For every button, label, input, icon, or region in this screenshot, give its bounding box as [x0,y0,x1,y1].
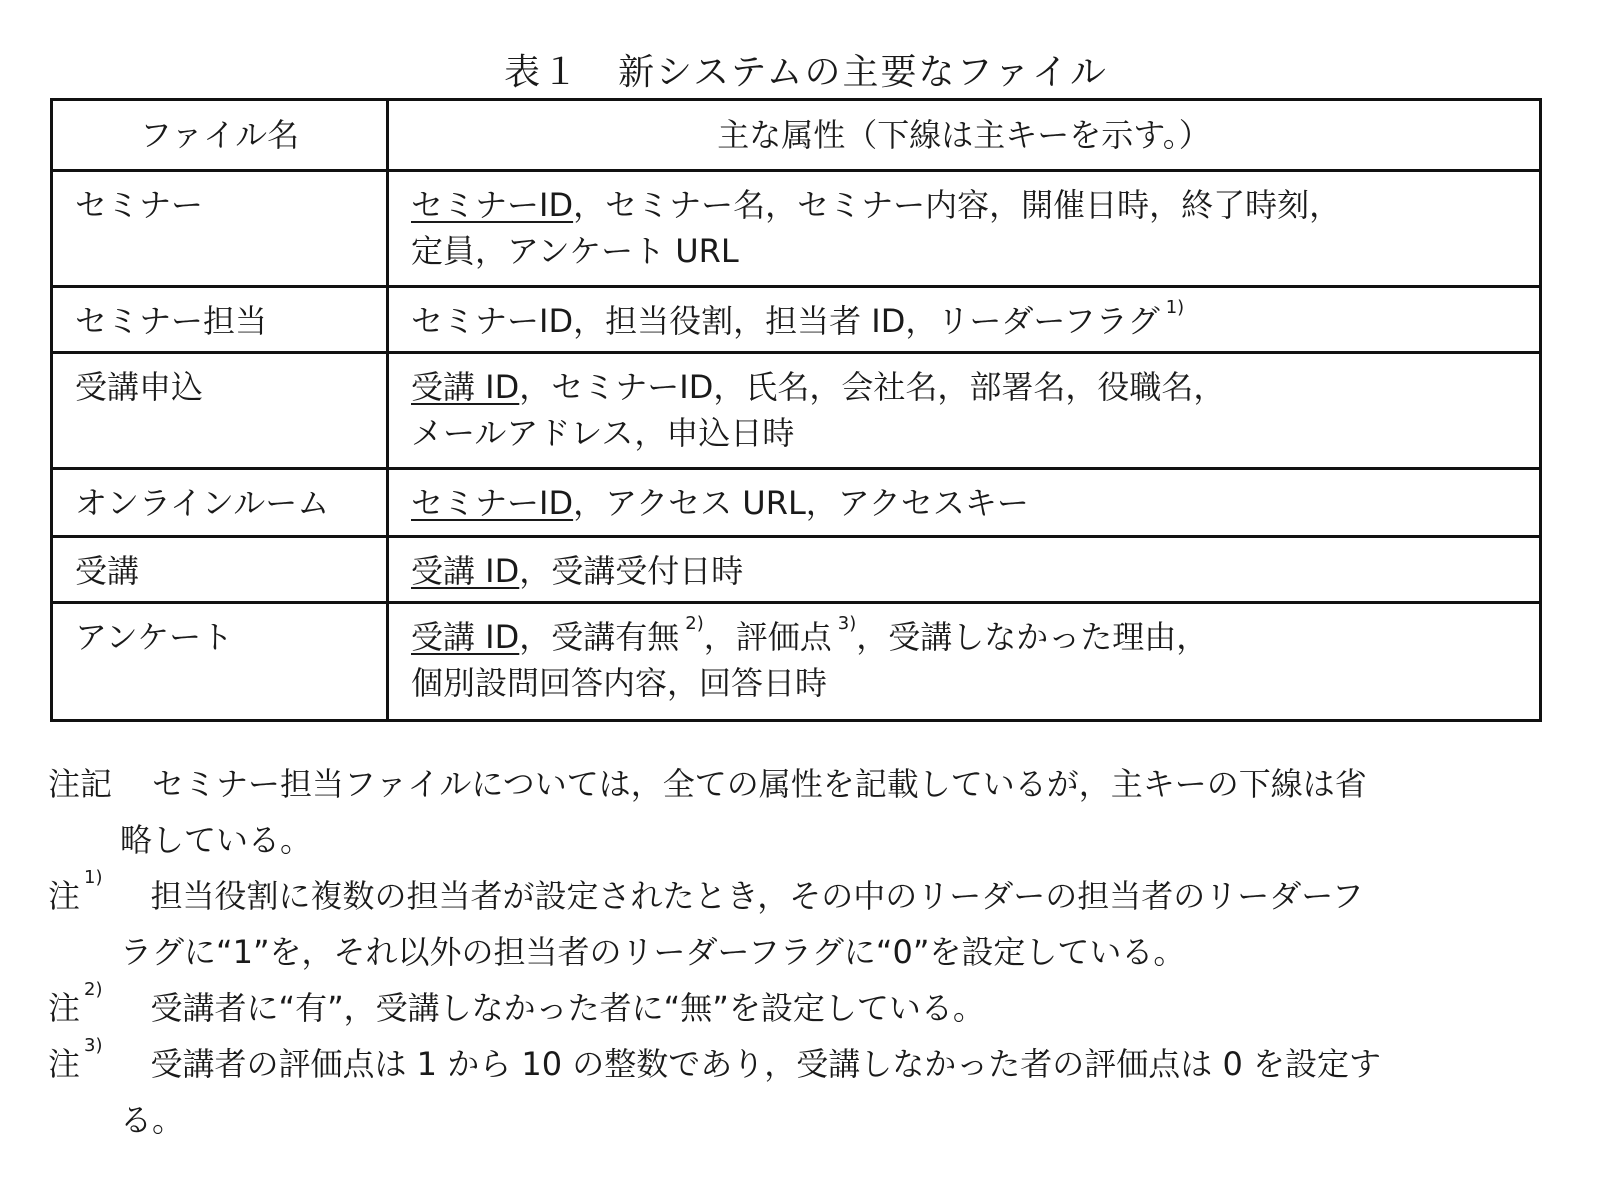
note-2 [48,980,1548,1036]
attributes-line [411,480,1517,526]
attributes-cell [388,353,1541,469]
table-row [52,171,1541,287]
note-number: 3) [84,1035,103,1056]
attributes-text: ，受講しなかった理由， [856,618,1209,656]
note-text: 受講者の評価点は 1 から 10 の整数であり，受講しなかった者の評価点は 0 を設定す [150,1045,1381,1083]
note-text: 担当役割に複数の担当者が設定されたとき，その中のリーダーの担当者のリーダーフ [150,877,1364,915]
attributes-line [411,364,1517,410]
table-row [52,287,1541,353]
file-name-cell: 受講申込 [52,353,388,469]
file-name-cell: オンラインルーム [52,469,388,537]
attributes-text: ，評価点 [703,618,832,656]
table-header-row [52,100,1541,171]
header-file-name: ファイル名 [52,100,388,171]
file-name-cell: 受講 [52,537,388,603]
attributes-text: ，セミナー名，セミナー内容，開催日時，終了時刻， [573,186,1342,224]
table-row [52,537,1541,603]
note-label: 注 [48,1045,81,1083]
header-attributes: 主な属性（下線は主キーを示す。） [388,100,1541,171]
table-row [52,469,1541,537]
attributes-cell [388,537,1541,603]
note-1 [48,868,1548,980]
primary-key: 受講 ID [411,368,520,406]
note-text: 略している。 [120,821,313,859]
attributes-cell [388,603,1541,721]
attributes-line: 定員，アンケート URL [411,232,739,270]
attributes-text: セミナーID，担当役割，担当者 ID，リーダーフラグ [411,302,1160,340]
attributes-line [411,182,1517,228]
attributes-line [411,298,1517,344]
attributes-line: 個別設問回答内容，回答日時 [411,664,828,702]
files-table [50,98,1542,722]
file-name-cell: セミナー [52,171,388,287]
attributes-text: ，受講有無 [519,618,680,656]
file-name-cell: セミナー担当 [52,287,388,353]
primary-key: セミナーID [411,484,574,522]
table-title: 表１ 新システムの主要なファイル [504,52,1108,93]
table-row [52,353,1541,469]
notes-section [48,756,1548,1148]
note-text: 受講者に“有”，受講しなかった者に“無”を設定している。 [150,989,985,1027]
table-row [52,603,1541,721]
footnote-ref: 2) [685,613,704,634]
note-label: 注記 [48,765,113,803]
attributes-line: メールアドレス，申込日時 [411,414,795,452]
primary-key: セミナーID [411,186,574,224]
attributes-text: ，セミナーID，氏名，会社名，部署名，役職名， [519,368,1226,406]
attributes-text: ，アクセス URL，アクセスキー [573,484,1029,522]
attributes-cell [388,171,1541,287]
primary-key: 受講 ID [411,618,520,656]
file-name-cell: アンケート [52,603,388,721]
note-text: ラグに“1”を，それ以外の担当者のリーダーフラグに“0”を設定している。 [120,933,1186,971]
note-label: 注 [48,877,81,915]
note-number: 2) [84,979,103,1000]
footnote-ref: 1) [1165,297,1185,318]
note-3 [48,1036,1548,1148]
note-number: 1) [84,867,103,888]
attributes-line [411,548,1517,594]
attributes-text: ，受講受付日時 [519,552,744,590]
note-general [48,756,1548,868]
attributes-line [411,614,1517,660]
attributes-cell [388,287,1541,353]
footnote-ref: 3) [837,613,857,634]
note-label: 注 [48,989,81,1027]
note-text: る。 [120,1101,185,1139]
primary-key: 受講 ID [411,552,520,590]
attributes-cell [388,469,1541,537]
note-text: セミナー担当ファイルについては，全ての属性を記載しているが，主キーの下線は省 [152,765,1367,803]
